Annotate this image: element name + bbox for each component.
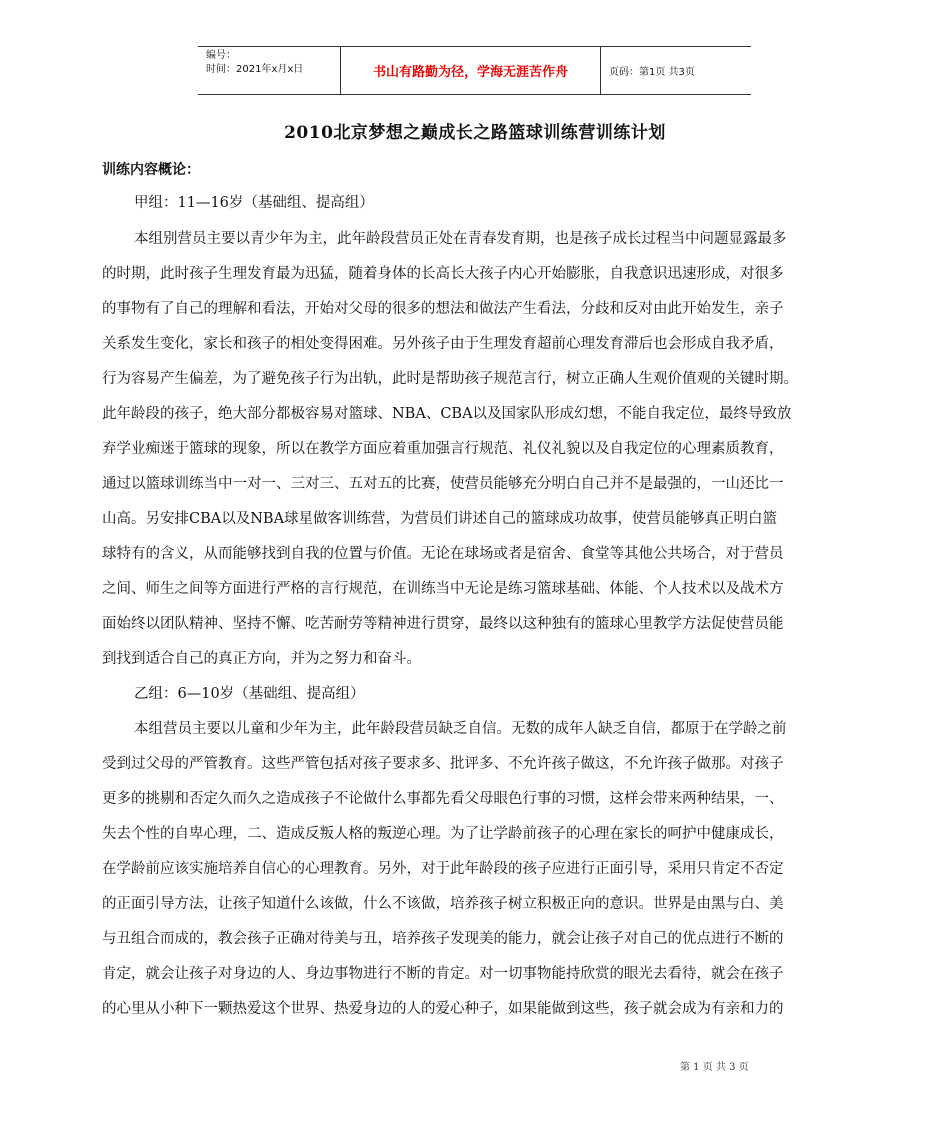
paragraph-line: 本组营员主要以儿童和少年为主，此年龄段营员缺乏自信。无数的成年人缺乏自信，都原于在学龄之前 (134, 721, 787, 737)
header-page-code: 页码：第1页 共3页 (609, 67, 695, 78)
paragraph-line: 的时期，此时孩子生理发育最为迅猛，随着身体的长高长大孩子内心开始膨胀，自我意识迅速形成，对很多 (102, 266, 784, 282)
paragraph-line: 面始终以团队精神、坚持不懈、吃苦耐劳等精神进行贯穿，最终以这种独有的篮球心里教学方法促使营员能 (102, 616, 784, 632)
paragraph-line: 的正面引导方法，让孩子知道什么该做，什么不该做，培养孩子树立积极正向的意识。世界是由黑与白、美 (102, 896, 784, 912)
group-a-heading: 甲组：11—16岁（基础组、提高组） (134, 195, 374, 211)
time-label: 时间：2021年x月x日 (206, 64, 304, 75)
header-info-cell (198, 47, 341, 94)
paragraph-line: 受到过父母的严管教育。这些严管包括对孩子要求多、批评多、不允许孩子做这，不允许孩子做那。对孩子 (102, 756, 784, 772)
number-label: 编号： (206, 50, 236, 61)
paragraph-line: 通过以篮球训练当中一对一、三对三、五对五的比赛，使营员能够充分明白自己并不是最强的，一山还比一 (102, 476, 784, 492)
paragraph-line: 肯定，就会让孩子对身边的人、身边事物进行不断的肯定。对一切事物能持欣赏的眼光去看待，就会在孩子 (102, 966, 784, 982)
paragraph-line: 更多的挑剔和否定久而久之造成孩子不论做什么事都先看父母眼色行事的习惯，这样会带来两种结果，一、 (102, 791, 784, 807)
header-motto: 书山有路勤为径，学海无涯苦作舟 (341, 47, 601, 94)
paragraph-line: 到找到适合自己的真正方向，并为之努力和奋斗。 (102, 651, 421, 667)
paragraph-line: 此年龄段的孩子，绝大部分都极容易对篮球、NBA、CBA以及国家队形成幻想，不能自我定位，最终导致放 (102, 406, 792, 422)
paragraph-line: 与丑组合而成的，教会孩子正确对待美与丑，培养孩子发现美的能力，就会让孩子对自己的优点进行不断的 (102, 931, 784, 947)
page-footer: 第 1 页 共 3 页 (680, 1062, 749, 1073)
paragraph-line: 之间、师生之间等方面进行严格的言行规范，在训练当中无论是练习篮球基础、体能、个人技术以及战术方 (102, 581, 784, 597)
paragraph-line: 行为容易产生偏差，为了避免孩子行为出轨，此时是帮助孩子规范言行，树立正确人生观价值观的关键时期。 (102, 371, 798, 387)
paragraph-line: 失去个性的自卑心理，二、造成反叛人格的叛逆心理。为了让学龄前孩子的心理在家长的呵护中健康成长， (102, 826, 784, 842)
document-header (198, 46, 751, 95)
paragraph-line: 在学龄前应该实施培养自信心的心理教育。另外，对于此年龄段的孩子应进行正面引导，采用只肯定不否定 (102, 861, 784, 877)
paragraph-line: 的心里从小种下一颗热爱这个世界、热爱身边的人的爱心种子，如果能做到这些，孩子就会成为有亲和力的 (102, 1001, 784, 1017)
document-title: 2010北京梦想之巅成长之路篮球训练营训练计划 (284, 123, 666, 143)
paragraph-line: 关系发生变化，家长和孩子的相处变得困难。另外孩子由于生理发育超前心理发育滞后也会形成自我矛盾， (102, 336, 784, 352)
paragraph-line: 山高。另安排CBA以及NBA球星做客训练营，为营员们讲述自己的篮球成功故事，使营员能够真正明白篮 (102, 511, 778, 527)
paragraph-line: 的事物有了自己的理解和看法，开始对父母的很多的想法和做法产生看法，分歧和反对由此开始发生，亲子 (102, 301, 784, 317)
paragraph-line: 本组别营员主要以青少年为主，此年龄段营员正处在青春发育期，也是孩子成长过程当中问题显露最多 (134, 231, 787, 247)
paragraph-line: 弃学业痴迷于篮球的现象，所以在教学方面应着重加强言行规范、礼仪礼貌以及自我定位的心理素质教育， (102, 441, 784, 457)
paragraph-line: 球特有的含义，从而能够找到自我的位置与价值。无论在球场或者是宿舍、食堂等其他公共场合，对于营员 (102, 546, 784, 562)
section-heading: 训练内容概论： (102, 162, 200, 178)
group-b-heading: 乙组：6—10岁（基础组、提高组） (134, 686, 365, 702)
